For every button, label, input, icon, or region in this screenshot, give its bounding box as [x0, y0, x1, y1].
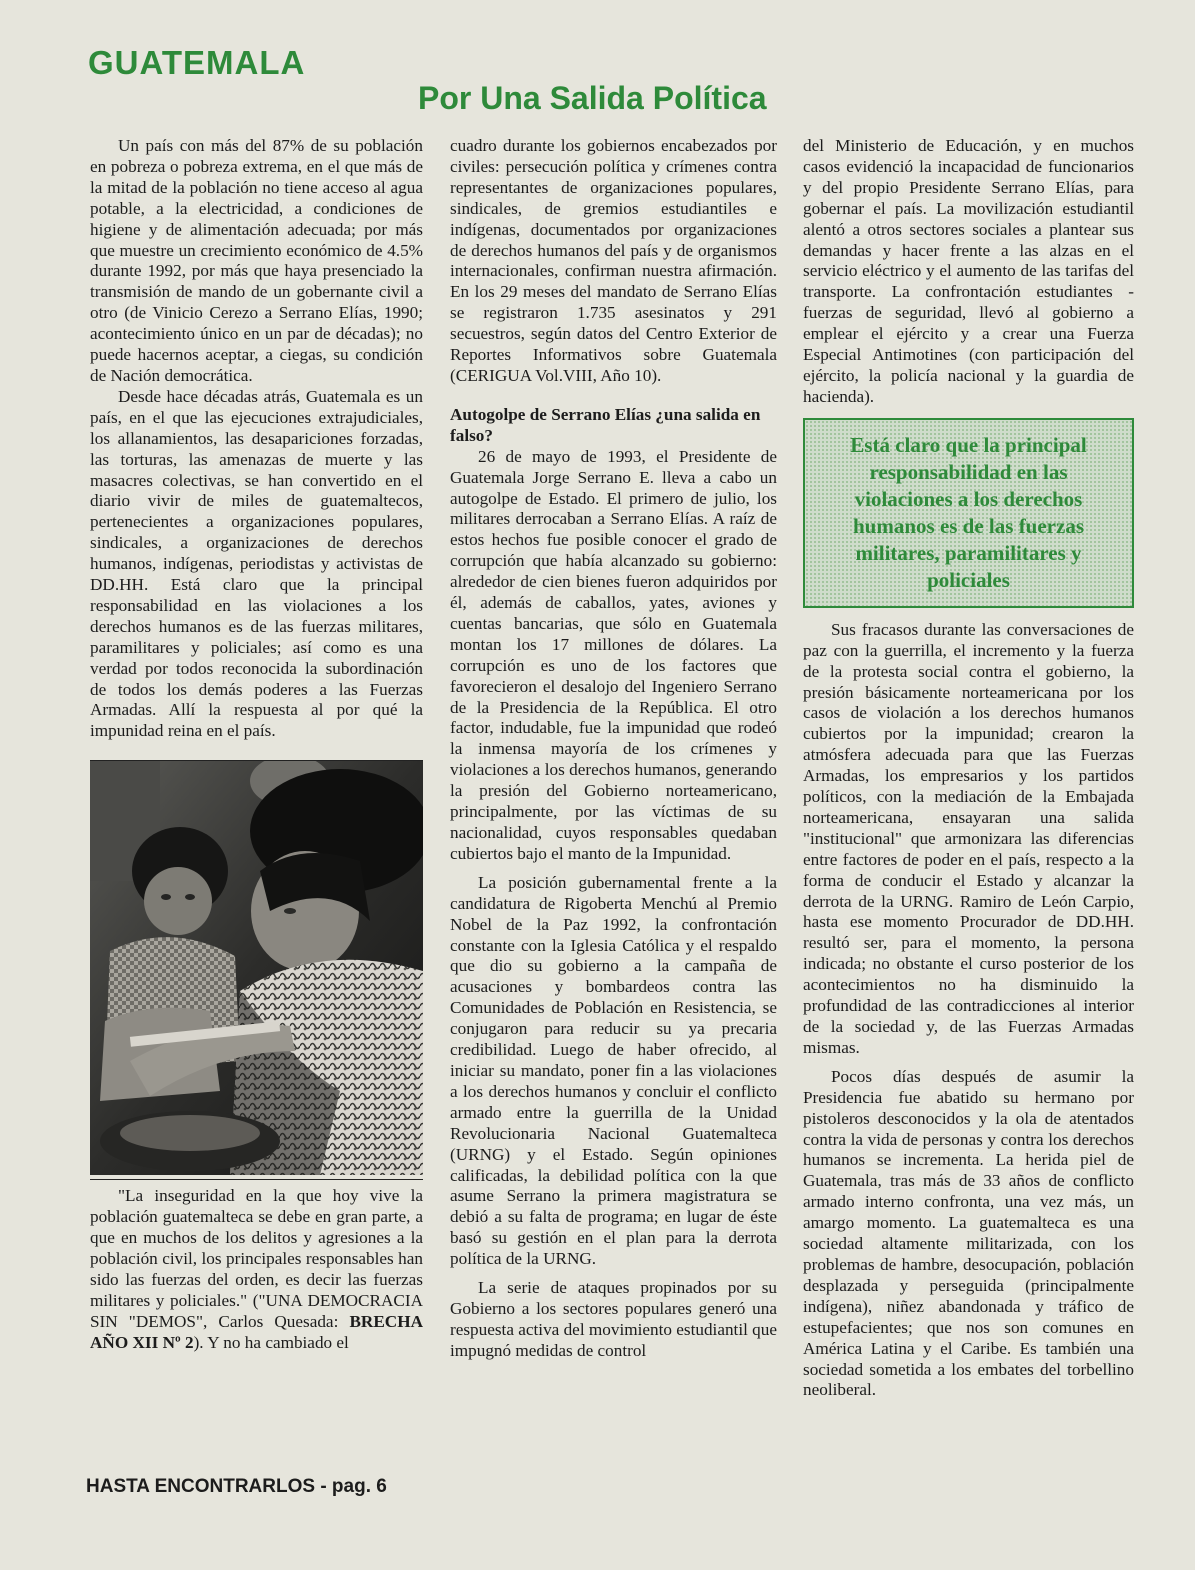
photo-women-at-work: [90, 760, 423, 1175]
page-footer: HASTA ENCONTRARLOS - pag. 6: [86, 1476, 387, 1497]
paragraph: 26 de mayo de 1993, el Presidente de Guatemala Jorge Serrano E. lleva a cabo un autogolpe de Estado. El primero de julio, los militares derrocaban a Serrano Elías. A raíz de estos hechos fue posible conocer el grado de corrupción que había alcanzado su gobierno: alrededor de cien bienes fueron adquiridos por él, además de caballos, yates, aviones y cuentas bancarias, que sólo en Guatemala montan los 17 millones de dólares. La corrupción es uno de los factores que favorecieron el desalojo del Ingeniero Serrano de la Presidencia de la República. El otro factor, indudable, fue la impunidad que rodeó la inmensa mayoría de los crímenes y violaciones a los derechos humanos, generando la presión del Gobierno norteamericano, principalmente, por las víctimas de su nacionalidad, cuyos responsables quedaban cubiertos bajo el manto de la Impunidad.: [450, 446, 777, 863]
paragraph: Sus fracasos durante las conversaciones de paz con la guerrilla, el incremento y la fuerza de la protesta social contra el gobierno, la presión básicamente norteamericana por los casos de violación a los derechos humanos cubiertos por la impunidad; crearon la atmósfera adecuada para que las Fuerzas Armadas, los empresarios y los partidos políticos, con la mediación de la Embajada norteamericana, ensayaran una salida "institucional" que armonizara las diferencias entre factores de poder en el país, respecto a la forma de conducir el Estado y alcanzar la derrota de la URNG. Ramiro de León Carpio, hasta ese momento Procurador de DD.HH. resultó ser, para el momento, la persona indicada; no obstante el curso posterior de los acontecimientos no ha disminuido la profundidad de las contradicciones al interior de la sociedad y, de las Fuerzas Armadas mismas.: [803, 619, 1134, 1057]
paragraph: La posición gubernamental frente a la candidatura de Rigoberta Menchú al Premio Nobel de la Paz 1992, la confrontación constante con la Iglesia Católica y el respaldo que dio su gobierno a la campaña de acusaciones y bombardeos contra las Comunidades de Población en Resistencia, se conjugaron para reducir su ya precaria credibilidad. Luego de haber ofrecido, al iniciar su mandato, poner fin a las violaciones a los derechos humanos y concluir el conflicto armado entre la guerrilla de la Unidad Revolucionaria Nacional Guatemalteca (URNG) y el Estado. Según opiniones calificadas, la debilidad política con la que asume Serrano la primera magistratura se debió a su falta de programa; en lugar de éste basó su gestión en el plan para la derrota política de la URNG.: [450, 872, 777, 1269]
quote-tail: ). Y no ha cambiado el: [193, 1332, 349, 1352]
quote-text: "La inseguridad en la que hoy vive la población guatemalteca se debe en gran parte, a que en muchos de los delitos y agresiones a la población civil, los principales responsables han sido las fuerzas del orden, es decir las fuerzas militares y policiales." ("UNA DEMOCRACIA SIN "DEMOS", Carlos Quesada:: [90, 1186, 423, 1331]
paragraph: Pocos días después de asumir la Presidencia fue abatido su hermano por pistoleros desconocidos y la ola de atentados contra la vida de personas y contra los derechos humanos se incrementa. La herida piel de Guatemala, tras más de 33 años de conflicto armado interno confronta, una vez más, un amargo momento. La guatemalteca es una sociedad altamente militarizada, con los problemas de hambre, desocupación, población desplazada y perseguida (principalmente indígena), niñez abandonada y tráfico de estupefacientes; que nos son comunes en América Latina y el Caribe. Es también una sociedad sometida a los embates del torbellino neoliberal.: [803, 1066, 1134, 1400]
quote-source: BRECHA AÑO XII Nº 2: [90, 1311, 423, 1352]
column-1: [90, 136, 423, 1354]
paragraph-gap: [450, 865, 777, 873]
section-title: GUATEMALA: [88, 44, 306, 81]
pull-quote-box: Está claro que la principal responsabilidad en las violaciones a los derechos humanos es de las fuerzas militares, paramilitares y policiales: [803, 418, 1134, 608]
paragraph: del Ministerio de Educación, y en muchos casos evidenció la incapacidad de funcionarios y del propio Presidente Serrano Elías, para gobernar el país. La movilización estudiantil alentó a otros sectores sociales a plantear sus demandas y hacer frente a las alzas en el servicio eléctrico y el aumento de las tarifas del transporte. La confrontación estudiantes - fuerzas de seguridad, llevó al gobierno a emplear el ejército y a crear una Fuerza Especial Antimotines (con participación del ejército, la policía nacional y la guardia de hacienda).: [803, 136, 1134, 406]
quote-paragraph: [90, 1186, 423, 1353]
photo-bottom-rule: [90, 1179, 423, 1180]
paragraph-gap: [450, 1270, 777, 1278]
paragraph: Un país con más del 87% de su población en pobreza o pobreza extrema, en el que más de la mitad de la población no tiene acceso al agua potable, a la electricidad, a condiciones de higiene y de alimentación adecuada; por más que muestre un crecimiento económico de 4.5% durante 1992, por más que haya presenciado la transmisión de mando de un gobernante civil a otro (de Vinicio Cerezo a Serrano Elías, 1990; acontecimiento único en un par de décadas); no puede hacernos aceptar, a ciegas, su condición de Nación democrática.: [90, 136, 423, 385]
subheading: Autogolpe de Serrano Elías ¿una salida en falso?: [450, 404, 761, 445]
photo-illustration: [90, 761, 423, 1175]
paragraph-gap: [803, 1059, 1134, 1067]
column-2: [450, 136, 777, 1362]
column-3: [803, 136, 1134, 1401]
article-headline: Por Una Salida Política: [418, 80, 767, 116]
paragraph: Desde hace décadas atrás, Guatemala es un país, en el que las ejecuciones extrajudiciales, los allanamientos, las desapariciones forzadas, las torturas, las amenazas de muerte y las masacres colectivas, se han convertido en el diario vivir de miles de guatemaltecos, pertenecientes a organizaciones populares, sindicales, a organizaciones de derechos humanos, indígenas, periodistas y activistas de DD.HH. Está claro que la principal responsabilidad en las violaciones a los derechos humanos es de las fuerzas militares, paramilitares y policiales; así como es una verdad por todos reconocida la subordinación de todos los demás poderes a las Fuerzas Armadas. Allí la respuesta al por qué la impunidad reina en el país.: [90, 386, 423, 741]
paragraph: cuadro durante los gobiernos encabezados por civiles: persecución política y crímenes contra representantes de organizaciones populares, sindicales, de gremios estudiantiles e indígenas, documentados por organizaciones de derechos humanos del país y de organismos internacionales, confirman nuestra afirmación. En los 29 meses del mandato de Serrano Elías se registraron 1.735 asesinatos y 291 secuestros, según datos del Centro Exterior de Reportes Informativos sobre Guatemala (CERIGUA Vol.VIII, Año 10).: [450, 136, 777, 385]
paragraph: La serie de ataques propinados por su Gobierno a los sectores populares generó una respuesta activa del movimiento estudiantil que impugnó medidas de control: [450, 1278, 777, 1360]
